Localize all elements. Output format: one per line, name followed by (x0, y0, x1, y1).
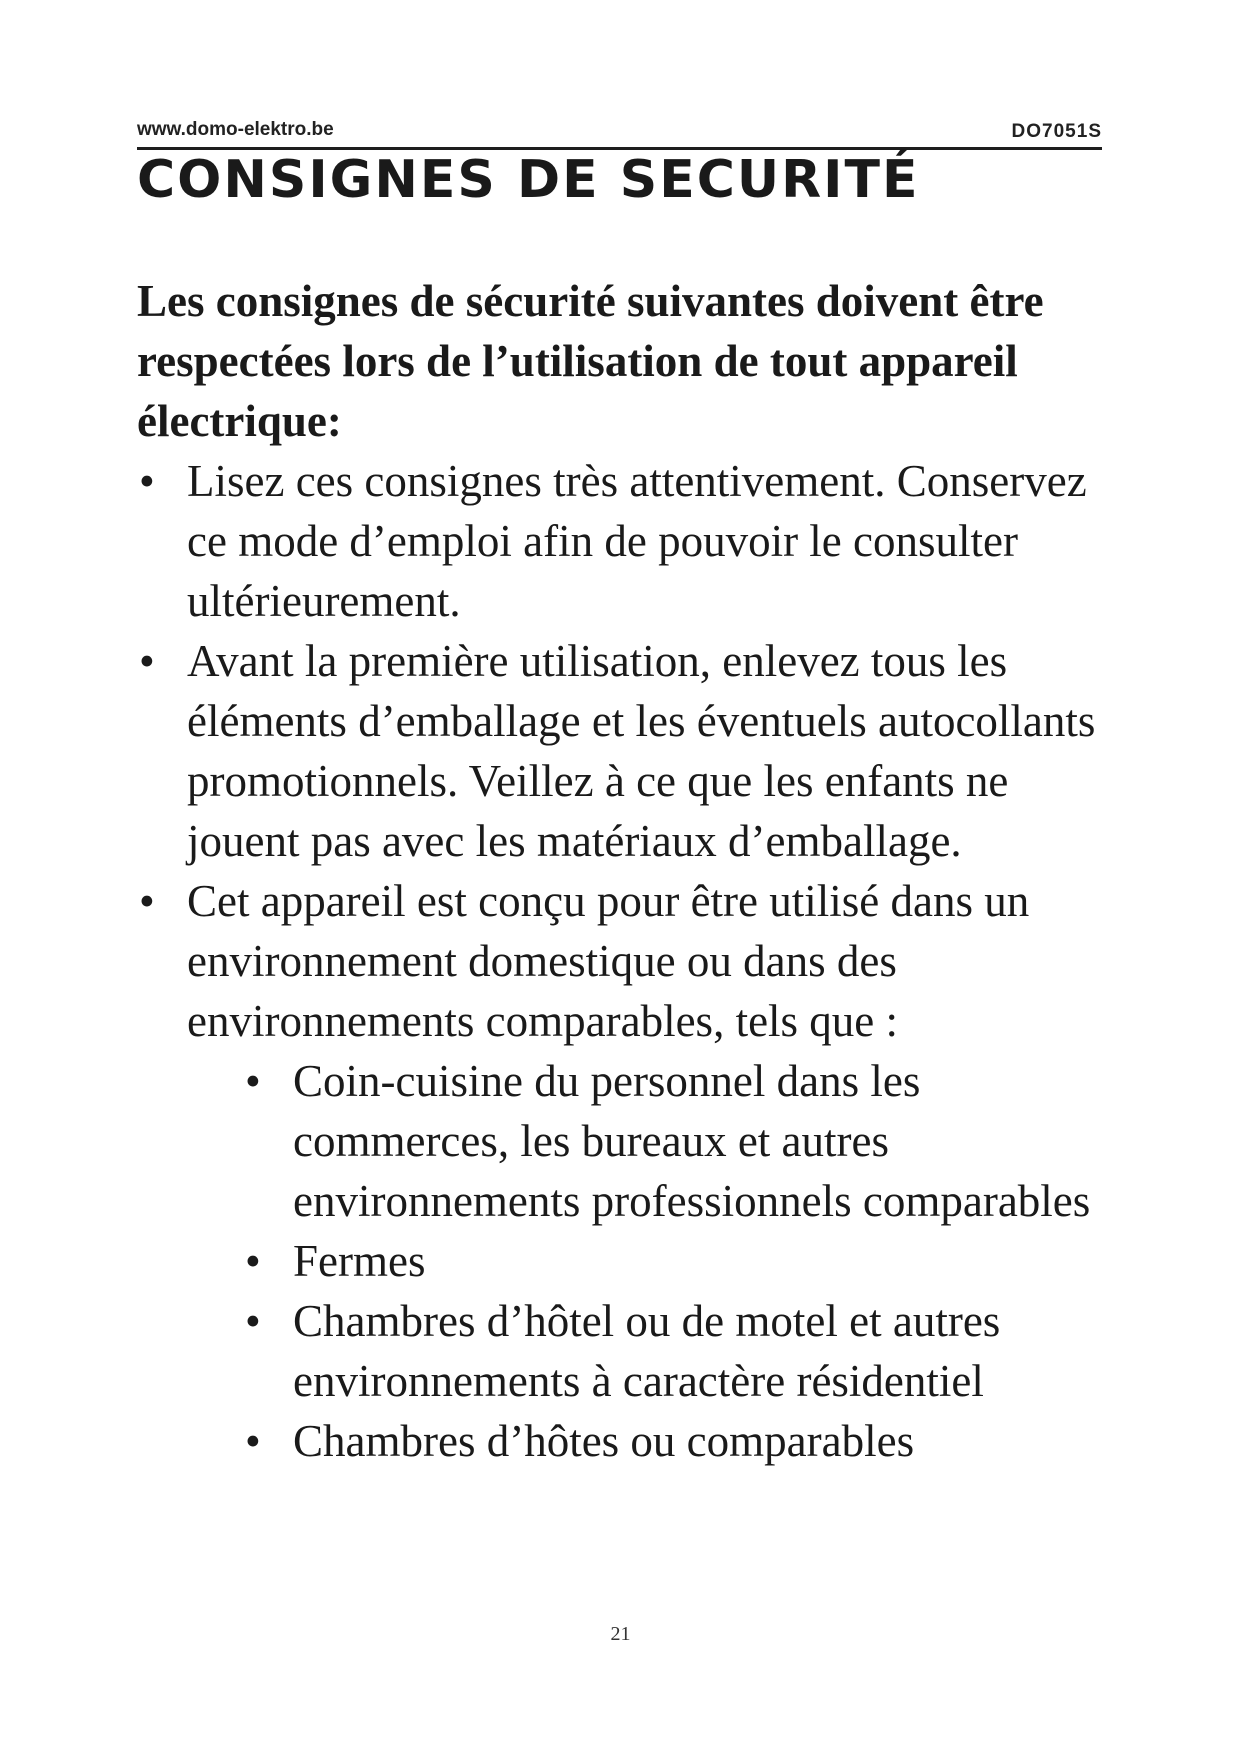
list-item (137, 451, 1117, 631)
page-header (137, 119, 1102, 145)
header-model-number: DO7051S (1011, 121, 1102, 142)
sub-list-item (243, 1231, 1117, 1291)
list-item (137, 871, 1117, 1471)
bullet-icon: • (245, 1236, 261, 1286)
sub-list-item-text: Chambres d’hôtes ou comparables (293, 1416, 915, 1466)
sub-list-item-text: Fermes (293, 1236, 426, 1286)
intro-paragraph: Les consignes de sécurité suivantes doivent être respectées lors de l’utilisation de tout appareil électrique: (137, 276, 1044, 446)
sub-list-item-text: Coin-cuisine du personnel dans les commerces, les bureaux et autres environnements professionnels comparables (293, 1056, 1091, 1226)
sub-list-item (243, 1291, 1117, 1411)
bullet-icon: • (139, 876, 155, 926)
list-item-text: Cet appareil est conçu pour être utilisé dans un environnement domestique ou dans des environnements comparables, tels que : (187, 876, 1030, 1046)
sub-list-item (243, 1411, 1117, 1471)
bullet-icon: • (139, 636, 155, 686)
bullet-icon: • (245, 1296, 261, 1346)
bullet-icon: • (245, 1416, 261, 1466)
safety-list (137, 451, 1117, 1471)
sub-list-item-text: Chambres d’hôtel ou de motel et autres environnements à caractère résidentiel (293, 1296, 1001, 1406)
bullet-icon: • (245, 1056, 261, 1106)
list-item-text: Avant la première utilisation, enlevez tous les éléments d’emballage et les éventuels autocollants promotionnels. Veillez à ce que les enfants ne jouent pas avec les matériaux d’emballage. (187, 636, 1096, 866)
bullet-icon: • (139, 456, 155, 506)
environment-sublist (243, 1051, 1117, 1471)
page-title: CONSIGNES DE SECURITÉ (137, 150, 920, 210)
page-number: 21 (610, 1623, 631, 1645)
sub-list-item (243, 1051, 1117, 1231)
header-website: www.domo-elektro.be (137, 119, 334, 140)
list-item (137, 631, 1117, 871)
list-item-text: Lisez ces consignes très attentivement. Conservez ce mode d’emploi afin de pouvoir le consulter ultérieurement. (187, 456, 1087, 626)
